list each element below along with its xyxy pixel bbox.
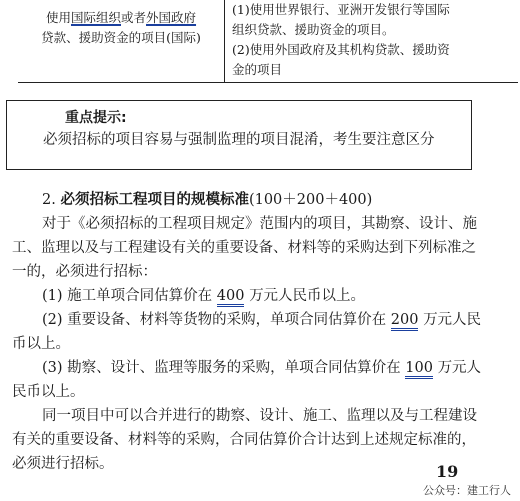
item-3: (3) 勘察、设计、监理等服务的采购，单项合同估算价在 100 万元人民币以上。 [12,360,482,400]
section-heading-paren: (100＋200＋400) [248,192,373,208]
key-point-box [6,100,472,170]
right-item2-a: (2)使用外国政府及其机构贷款、援助资 [232,42,450,57]
key-point-title: 重点提示: [65,110,127,126]
item-1-amount: 400 [217,288,245,307]
page-number: 19 [436,462,459,481]
international-org-term: 国际组织 [70,10,121,25]
item-2-amount: 200 [391,312,419,331]
left-line-1: 使用国际组织或者外国政府 [45,10,197,25]
key-point-body: 必须招标的项目容易与强制监理的项目混淆，考生要注意区分 [43,132,435,148]
footer-watermark: 公众号：建工行人 [423,484,511,497]
item-2: (2) 重要设备、材料等货物的采购，单项合同估算价在 200 万元人民币以上。 [12,312,482,352]
right-item1-a: (1)使用世界银行、亚洲开发银行等国际 [232,2,450,17]
right-item2-b: 金的项目 [232,62,283,77]
right-item1-b: 组织贷款、援助资金的项目。 [232,22,395,37]
item-1: (1) 施工单项合同估算价在 400 万元人民币以上。 [42,284,490,308]
section-heading-text: 必须招标工程项目的规模标准 [60,191,249,208]
final-paragraph: 同一项目中可以合并进行的勘察、设计、施工、监理以及与工程建设有关的重要设备、材料等的采购，合同估算价合计达到上述规定标准的，必须进行招标。 [12,408,477,472]
section-heading: 2. 必须招标工程项目的规模标准(100＋200＋400) [42,191,373,208]
foreign-gov-term: 外国政府 [146,10,197,25]
table-right-cell [232,0,518,80]
scope-table [18,0,518,83]
table-divider [224,0,225,82]
left-line-2: 贷款、援助资金的项目(国际) [41,30,201,45]
table-left-cell [18,8,224,48]
item-3-amount: 100 [405,360,433,379]
intro-paragraph: 对于《必须招标的工程项目规定》范围内的项目，其勘察、设计、施工、监理以及与工程建设有关的重要设备、材料等的采购达到下列标准之一的，必须进行招标： [12,216,477,280]
